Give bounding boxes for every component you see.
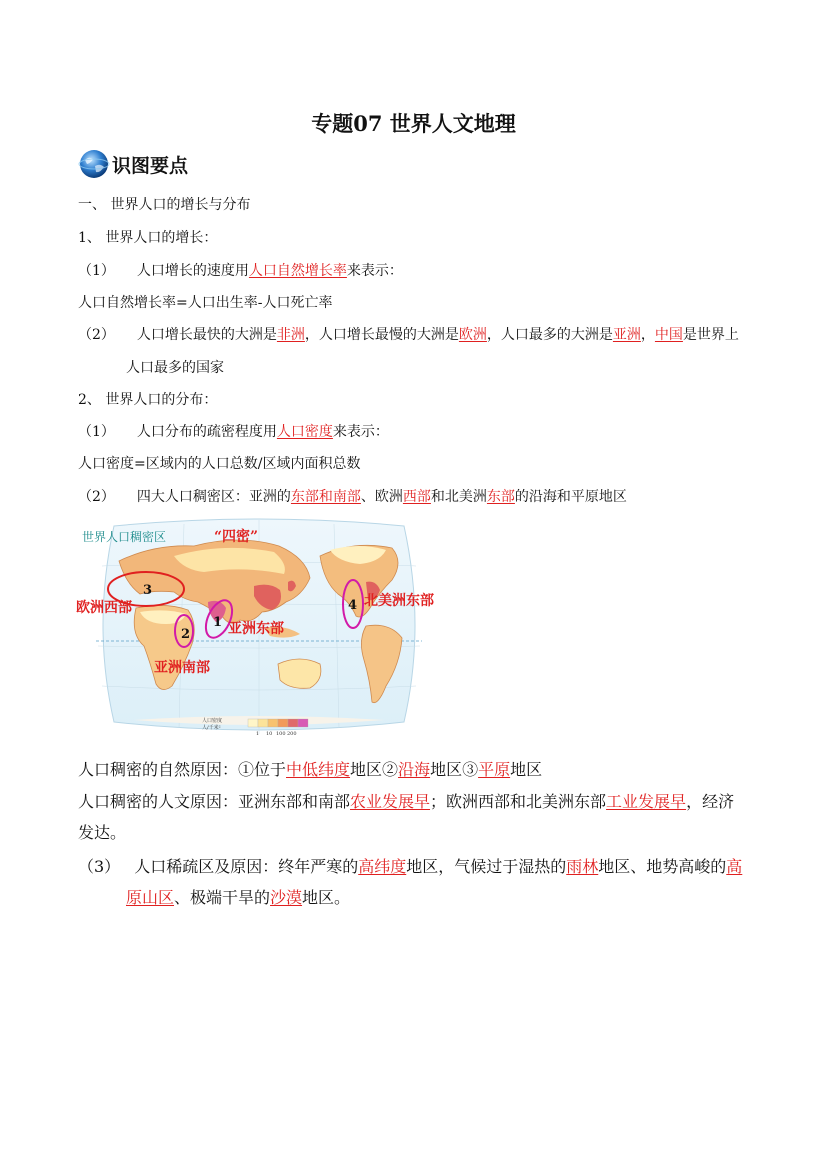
item-number: （3）	[78, 857, 121, 876]
item-continents	[78, 324, 739, 344]
legend-tick: 1	[256, 731, 260, 737]
text: ，人口最多的大洲是	[486, 327, 613, 343]
text: 人口稠密的自然原因：①位于	[78, 760, 287, 779]
text: 和北美洲	[430, 489, 487, 505]
text: 人口增长的速度用	[136, 263, 249, 279]
text: 地区。	[302, 888, 351, 907]
item-density	[78, 421, 389, 441]
marker-3: 3	[143, 583, 153, 598]
answer-blank: 人口密度	[276, 424, 333, 440]
item-number: （2）	[78, 489, 115, 505]
section-label: 识图要点	[112, 154, 189, 177]
legend-swatch	[248, 719, 258, 727]
legend-tick: 100	[276, 731, 286, 737]
answer-blank: 非洲	[276, 327, 305, 343]
formula-density: 人口密度=区域内的人口总数/区域内面积总数	[78, 456, 361, 472]
globe-icon	[78, 148, 110, 180]
heading-growth: 1、 世界人口的增长：	[78, 230, 218, 246]
section-header	[78, 148, 188, 180]
answer-blank: 东部和南部	[290, 489, 361, 505]
legend-swatch	[258, 719, 268, 727]
marker-4: 4	[348, 598, 358, 613]
answer-blank: 工业发展早	[606, 792, 687, 811]
item-number: （1）	[78, 263, 115, 279]
text: 人口稠密的人文原因：亚洲东部和南部	[78, 792, 351, 811]
world-population-map	[74, 516, 444, 744]
legend-swatch	[298, 719, 308, 727]
text: 地区、地势高峻的	[598, 857, 727, 876]
heading-distribution: 2、 世界人口的分布：	[78, 392, 218, 408]
item-dense-areas	[78, 486, 627, 506]
answer-blank: 人口自然增长率	[248, 263, 347, 279]
formula-growth: 人口自然增长率=人口出生率-人口死亡率	[78, 295, 333, 311]
label-asia-south: 亚洲南部	[154, 660, 210, 676]
answer-blank: 亚洲	[612, 327, 641, 343]
marker-2: 2	[181, 627, 191, 642]
text: 人口稀疏区及原因：终年严寒的	[134, 857, 359, 876]
map-title: 世界人口稠密区	[82, 530, 167, 544]
answer-blank: 原山区	[126, 888, 175, 907]
legend-title: 人口密度	[202, 718, 223, 724]
text: 四大人口稠密区：亚洲的	[136, 489, 291, 505]
answer-blank: 中国	[654, 327, 683, 343]
legend-unit: 人/千米²	[202, 725, 221, 731]
text: 地区	[510, 760, 543, 779]
legend-swatch	[288, 719, 298, 727]
australia-landmass	[278, 659, 321, 688]
answer-blank: 沙漠	[270, 888, 303, 907]
item-number: （2）	[78, 327, 115, 343]
natural-reasons	[78, 757, 542, 780]
label-na-east: 北美洲东部	[364, 593, 434, 609]
text: ，	[640, 327, 655, 343]
answer-blank: 东部	[486, 489, 515, 505]
text: 地区②	[350, 760, 399, 779]
answer-blank: 高	[726, 857, 743, 876]
answer-blank: 西部	[402, 489, 431, 505]
text: 地区③	[430, 760, 479, 779]
answer-blank: 中低纬度	[286, 760, 351, 779]
answer-blank: 高纬度	[358, 857, 407, 876]
text: 来表示：	[332, 424, 389, 440]
answer-blank: 农业发展早	[350, 792, 431, 811]
legend-tick: 200	[287, 731, 297, 737]
text: 、欧洲	[360, 489, 403, 505]
text: ；欧洲西部和北美洲东部	[430, 792, 607, 811]
text: 人口增长最快的大洲是	[136, 327, 277, 343]
answer-blank: 欧洲	[458, 327, 487, 343]
text: 人口分布的疏密程度用	[136, 424, 277, 440]
text: 、极端干旱的	[174, 888, 271, 907]
item-continents-line2: 人口最多的国家	[126, 360, 224, 376]
text: ，经济	[686, 792, 735, 811]
human-reasons-line2: 发达。	[78, 823, 127, 842]
label-asia-east: 亚洲东部	[228, 621, 284, 637]
sparse-reasons	[78, 854, 742, 877]
text: 是世界上	[682, 327, 739, 343]
text: 地区，气候过于湿热的	[406, 857, 567, 876]
legend-swatch	[268, 719, 278, 727]
legend-tick: 10	[266, 731, 273, 737]
text: 的沿海和平原地区	[514, 489, 627, 505]
text: 来表示：	[346, 263, 403, 279]
map-quote: “四密”	[214, 529, 259, 545]
sparse-reasons-line2	[126, 885, 350, 908]
marker-1: 1	[213, 615, 223, 630]
human-reasons	[78, 789, 734, 812]
answer-blank: 雨林	[566, 857, 599, 876]
label-europe-west: 欧洲西部	[76, 600, 132, 616]
item-growth-rate	[78, 260, 403, 280]
page-title: 专题07 世界人文地理	[311, 111, 516, 136]
text: ，人口增长最慢的大洲是	[304, 327, 459, 343]
item-number: （1）	[78, 424, 115, 440]
answer-blank: 沿海	[398, 760, 431, 779]
legend-swatch	[278, 719, 288, 727]
heading-population: 一、 世界人口的增长与分布	[78, 197, 251, 213]
answer-blank: 平原	[478, 760, 511, 779]
